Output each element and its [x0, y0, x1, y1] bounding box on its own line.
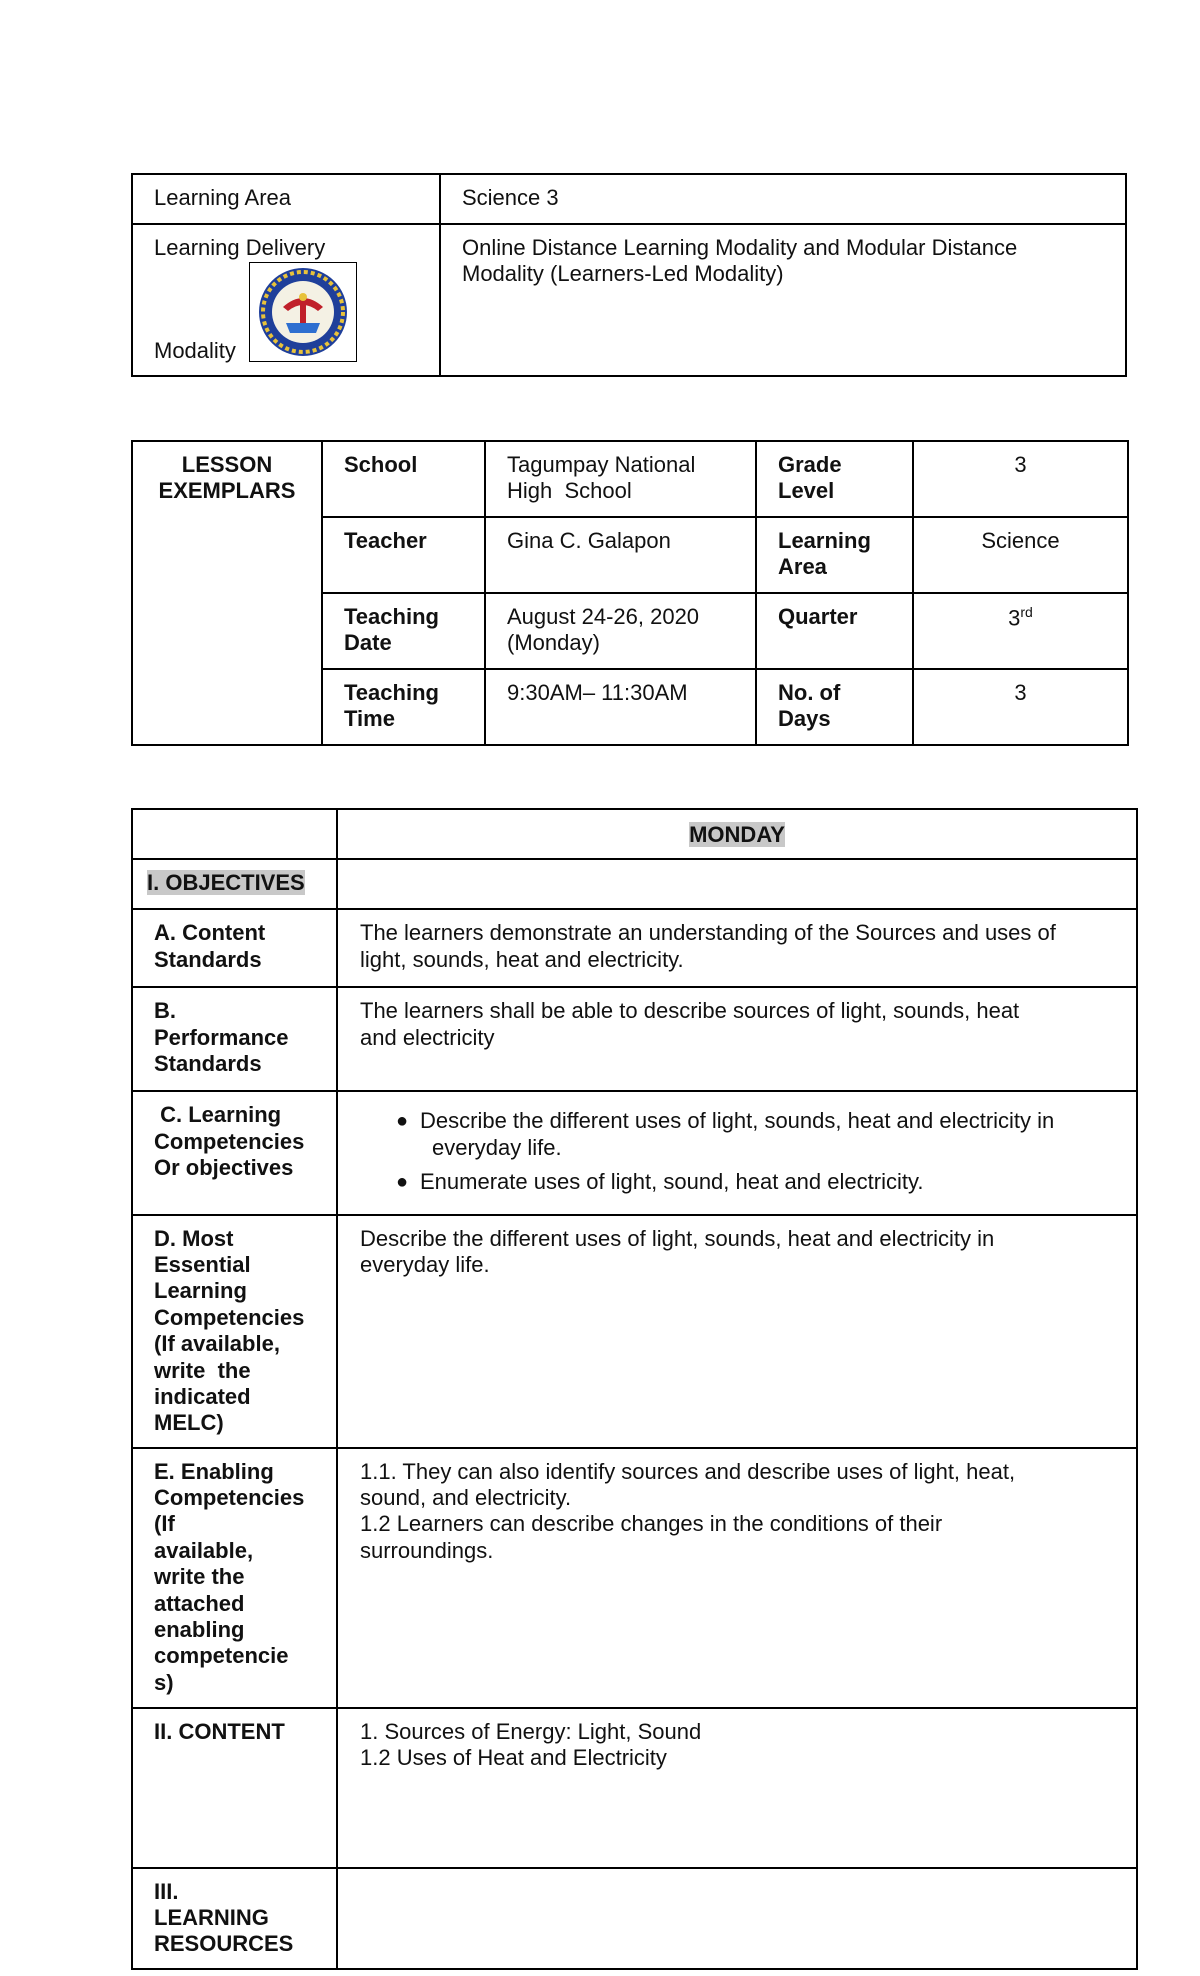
competencies-bullet-list — [360, 1108, 1114, 1195]
melc-line1: Describe the different uses of light, sounds, heat and electricity in — [360, 1225, 995, 1251]
enabling-label-line: E. Enabling — [154, 1458, 274, 1484]
enabling-line1: 1.1. They can also identify sources and describe uses of light, heat, — [360, 1458, 1016, 1484]
melc-label-line: Essential — [154, 1251, 251, 1277]
melc-line2: everyday life. — [360, 1251, 490, 1277]
learning-area-value — [440, 174, 1126, 224]
perf-line1: The learners shall be able to describe sources of light, sounds, heat — [360, 998, 1020, 1024]
resources-label-line3: RESOURCES — [154, 1931, 294, 1957]
bullet-icon: ● — [396, 1110, 409, 1133]
date-label-line2: Date — [344, 630, 392, 656]
content-std-label-line2: Standards — [154, 946, 262, 972]
learning-area-table — [131, 173, 1127, 377]
delivery-value-line2: Modality (Learners-Led Modality) — [462, 261, 784, 287]
delivery-label — [132, 224, 440, 376]
learning-resources-empty — [337, 1868, 1137, 1969]
school-seal-logo — [249, 262, 357, 362]
plan-header-empty — [132, 809, 337, 859]
objectives-empty — [337, 859, 1137, 909]
comp-label-line2: Competencies — [154, 1128, 305, 1154]
time-label-line1: Teaching — [344, 680, 439, 705]
melc-label-line: indicated — [154, 1383, 251, 1409]
grade-value-text: 3 — [1014, 452, 1027, 477]
content-standards-text — [337, 909, 1137, 987]
resources-label-line1: III. — [154, 1878, 179, 1904]
enabling-label-line: write the — [154, 1564, 245, 1590]
school-value — [485, 441, 756, 517]
content-standards-label — [132, 909, 337, 987]
date-label-line1: Teaching — [344, 604, 439, 629]
learning-area-value-2 — [913, 517, 1128, 593]
grade-level-value — [913, 441, 1128, 517]
comp-bullet-1-line1: Describe the different uses of light, sounds, heat and electricity in — [420, 1108, 1055, 1134]
learning-resources-label — [132, 1868, 337, 1969]
teacher-value-text: Gina C. Galapon — [507, 528, 671, 553]
grade-label-line1: Grade — [778, 452, 842, 477]
days-label-line1: No. of — [778, 680, 841, 705]
area-label-line2: Area — [778, 554, 827, 580]
objectives-header — [132, 859, 337, 909]
learning-competencies-label — [132, 1091, 337, 1214]
content-std-label-line1: A. Content — [154, 920, 266, 946]
list-item — [396, 1108, 1114, 1161]
learning-area-label-text: Learning Area — [154, 185, 291, 210]
perf-label-line1: B. — [154, 998, 176, 1024]
melc-label — [132, 1215, 337, 1448]
day-header-text: MONDAY — [689, 822, 785, 847]
melc-label-line: Competencies — [154, 1304, 305, 1330]
date-value-line1: August 24-26, 2020 — [507, 604, 700, 629]
quarter-label-text: Quarter — [778, 604, 858, 629]
grade-level-label — [756, 441, 913, 517]
perf-label-line2: Performance — [154, 1024, 289, 1050]
comp-bullet-2: Enumerate uses of light, sound, heat and electricity. — [420, 1169, 924, 1195]
delivery-label-line2: Modality — [154, 338, 236, 364]
school-value-line2: High School — [507, 478, 632, 504]
content-line1: 1. Sources of Energy: Light, Sound — [360, 1718, 702, 1744]
enabling-label-line: (If — [154, 1511, 175, 1537]
perf-label-line3: Standards — [154, 1051, 262, 1077]
enabling-label-line: s) — [154, 1669, 174, 1695]
days-value-text: 3 — [1014, 680, 1027, 705]
enabling-label-line: enabling — [154, 1617, 245, 1643]
lesson-exemplars-title-line2: EXEMPLARS — [158, 478, 296, 504]
content-text — [337, 1708, 1137, 1868]
melc-label-line: write the — [154, 1357, 251, 1383]
school-label — [322, 441, 485, 517]
lesson-plan-table — [131, 808, 1138, 1970]
melc-label-line: Learning — [154, 1278, 247, 1304]
performance-standards-label — [132, 987, 337, 1091]
list-item — [396, 1169, 1114, 1195]
lesson-exemplars-table — [131, 440, 1129, 746]
date-value-line2: (Monday) — [507, 630, 600, 656]
enabling-competencies-text — [337, 1448, 1137, 1708]
grade-label-line2: Level — [778, 478, 835, 504]
day-header — [337, 809, 1137, 859]
teacher-label-text: Teacher — [344, 528, 427, 553]
content-label-text: II. CONTENT — [154, 1718, 285, 1744]
enabling-label-line: attached — [154, 1590, 245, 1616]
area-value-text: Science — [981, 528, 1060, 553]
content-line2: 1.2 Uses of Heat and Electricity — [360, 1745, 667, 1771]
bullet-icon: ● — [396, 1171, 409, 1194]
lesson-exemplars-title-line1: LESSON — [181, 452, 273, 477]
time-value-text: 9:30AM– 11:30AM — [507, 680, 688, 705]
resources-label-line2: LEARNING — [154, 1905, 269, 1931]
delivery-label-line1: Learning Delivery — [154, 235, 326, 260]
lesson-exemplars-title — [132, 441, 322, 745]
learning-competencies-list — [337, 1091, 1137, 1214]
enabling-label-line: Competencies — [154, 1485, 305, 1511]
teaching-time-value — [485, 669, 756, 745]
comp-bullet-1-line2: everyday life. — [432, 1134, 562, 1160]
enabling-line2: sound, and electricity. — [360, 1485, 572, 1511]
enabling-competencies-label — [132, 1448, 337, 1708]
quarter-value-text: 3 — [1008, 605, 1021, 631]
enabling-label-line: available, — [154, 1537, 254, 1563]
objectives-header-text: I. OBJECTIVES — [147, 870, 305, 896]
school-label-text: School — [344, 452, 418, 477]
content-label — [132, 1708, 337, 1868]
teaching-time-label — [322, 669, 485, 745]
perf-line2: and electricity — [360, 1024, 495, 1050]
days-label-line2: Days — [778, 706, 831, 732]
melc-label-line: (If available, — [154, 1331, 280, 1357]
quarter-suffix: rd — [1020, 604, 1033, 620]
melc-label-line: D. Most — [154, 1225, 234, 1251]
comp-label-line1: C. Learning — [154, 1102, 282, 1128]
learning-area-label-2 — [756, 517, 913, 593]
delivery-value — [440, 224, 1126, 376]
melc-text — [337, 1215, 1137, 1448]
quarter-label — [756, 593, 913, 669]
comp-label-line3: Or objectives — [154, 1155, 294, 1181]
content-std-line2: light, sounds, heat and electricity. — [360, 946, 684, 972]
days-label — [756, 669, 913, 745]
teacher-label — [322, 517, 485, 593]
days-value — [913, 669, 1128, 745]
content-std-line1: The learners demonstrate an understanding of the Sources and uses of — [360, 920, 1056, 946]
enabling-line3: 1.2 Learners can describe changes in the conditions of their — [360, 1511, 943, 1537]
teaching-date-value — [485, 593, 756, 669]
performance-standards-text — [337, 987, 1137, 1091]
delivery-value-line1: Online Distance Learning Modality and Modular Distance — [462, 235, 1018, 260]
learning-area-label — [132, 174, 440, 224]
time-label-line2: Time — [344, 706, 395, 732]
enabling-label-line: competencie — [154, 1643, 289, 1669]
teacher-value — [485, 517, 756, 593]
area-label-line1: Learning — [778, 528, 871, 553]
enabling-line4: surroundings. — [360, 1537, 494, 1563]
melc-label-line: MELC) — [154, 1410, 224, 1436]
teaching-date-label — [322, 593, 485, 669]
quarter-value — [913, 593, 1128, 669]
learning-area-value-text: Science 3 — [462, 185, 559, 210]
school-value-line1: Tagumpay National — [507, 452, 696, 477]
